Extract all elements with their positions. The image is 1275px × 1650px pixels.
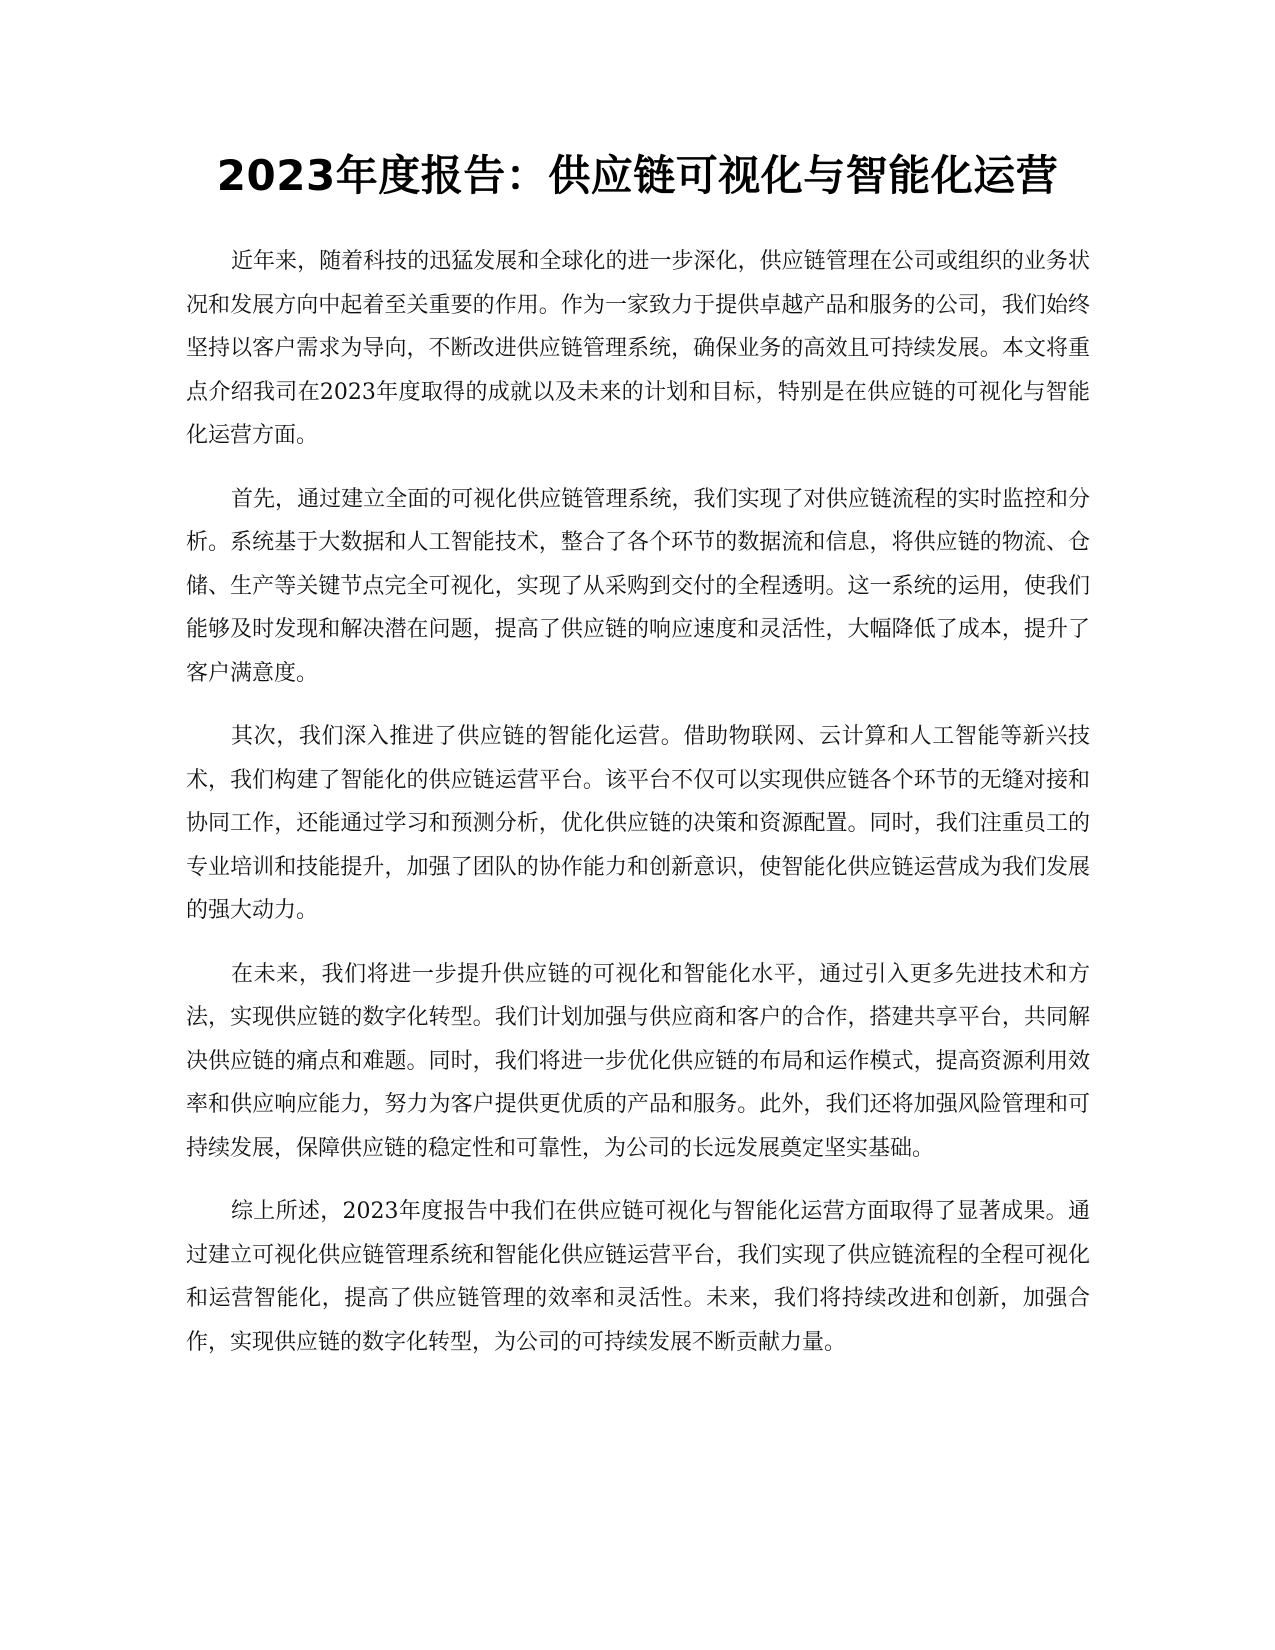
- paragraph-intelligent-operations: 其次，我们深入推进了供应链的智能化运营。借助物联网、云计算和人工智能等新兴技术，我们构建了智能化的供应链运营平台。该平台不仅可以实现供应链各个环节的无缝对接和协同工作，还能通过学习和预测分析，优化供应链的决策和资源配置。同时，我们注重员工的专业培训和技能提升，加强了团队的协作能力和创新意识，使智能化供应链运营成为我们发展的强大动力。: [186, 724, 1090, 923]
- paragraph-visualization: 首先，通过建立全面的可视化供应链管理系统，我们实现了对供应链流程的实时监控和分析。系统基于大数据和人工智能技术，整合了各个环节的数据流和信息，将供应链的物流、仓储、生产等关键节点完全可视化，实现了从采购到交付的全程透明。这一系统的运用，使我们能够及时发现和解决潜在问题，提高了供应链的响应速度和灵活性，大幅降低了成本，提升了客户满意度。: [186, 486, 1090, 686]
- paragraph-conclusion: 综上所述，2023年度报告中我们在供应链可视化与智能化运营方面取得了显著成果。通过建立可视化供应链管理系统和智能化供应链运营平台，我们实现了供应链流程的全程可视化和运营智能化，提高了供应链管理的效率和灵活性。未来，我们将持续改进和创新，加强合作，实现供应链的数字化转型，为公司的可持续发展不断贡献力量。: [186, 1199, 1090, 1355]
- paragraph-intro: 近年来，随着科技的迅猛发展和全球化的进一步深化，供应链管理在公司或组织的业务状况和发展方向中起着至关重要的作用。作为一家致力于提供卓越产品和服务的公司，我们始终坚持以客户需求为导向，不断改进供应链管理系统，确保业务的高效且可持续发展。本文将重点介绍我司在2023年度取得的成就以及未来的计划和目标，特别是在供应链的可视化与智能化运营方面。: [186, 249, 1090, 448]
- document-title: 2023年度报告：供应链可视化与智能化运营: [216, 151, 1059, 200]
- document-body: [186, 240, 1090, 1384]
- paragraph-future-plans: 在未来，我们将进一步提升供应链的可视化和智能化水平，通过引入更多先进技术和方法，实现供应链的数字化转型。我们计划加强与供应商和客户的合作，搭建共享平台，共同解决供应链的痛点和难题。同时，我们将进一步优化供应链的布局和运作模式，提高资源利用效率和供应响应能力，努力为客户提供更优质的产品和服务。此外，我们还将加强风险管理和可持续发展，保障供应链的稳定性和可靠性，为公司的长远发展奠定坚实基础。: [186, 961, 1090, 1161]
